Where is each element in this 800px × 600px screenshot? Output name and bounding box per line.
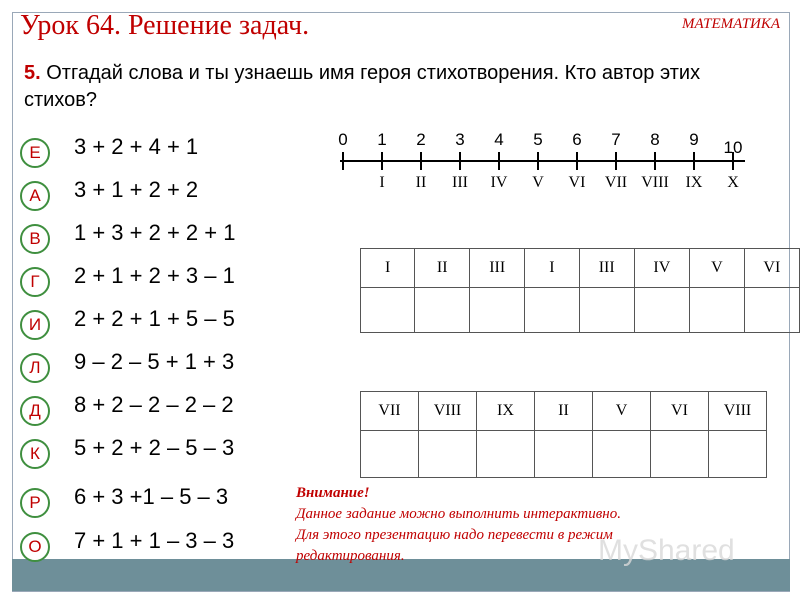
arabic-label: 2 <box>416 130 426 149</box>
arabic-label: 9 <box>689 130 699 149</box>
answer-cell[interactable] <box>415 288 470 333</box>
letter-circle-o[interactable]: О <box>20 532 50 562</box>
subject-label: МАТЕМАТИКА <box>682 16 780 32</box>
expression: 3 + 1 + 2 + 2 <box>74 177 199 202</box>
grid-header-cell: VI <box>744 249 799 288</box>
answer-cell[interactable] <box>535 431 593 478</box>
arabic-label: 10 <box>723 138 743 157</box>
letter-circle-g[interactable]: Г <box>20 267 50 297</box>
roman-label: X <box>727 174 739 191</box>
answer-cell[interactable] <box>651 431 709 478</box>
lesson-title: Урок 64. Решение задач. <box>20 10 310 41</box>
tick <box>342 152 344 170</box>
answer-cell[interactable] <box>689 288 744 333</box>
roman-label: III <box>452 174 468 191</box>
grid-header-cell: V <box>593 392 651 431</box>
answer-grid-2 <box>360 391 767 478</box>
arabic-label: 4 <box>494 130 504 149</box>
arabic-label: 0 <box>338 130 348 149</box>
expression: 1 + 3 + 2 + 2 + 1 <box>74 220 236 245</box>
arabic-label: 5 <box>533 130 543 149</box>
tick <box>576 152 578 170</box>
grid-header-cell: III <box>470 249 525 288</box>
answer-cell[interactable] <box>744 288 799 333</box>
expression: 2 + 1 + 2 + 3 – 1 <box>74 263 235 288</box>
answer-cell[interactable] <box>361 431 419 478</box>
grid-header-cell: V <box>689 249 744 288</box>
tick <box>615 152 617 170</box>
expression: 5 + 2 + 2 – 5 – 3 <box>74 435 235 460</box>
letter-circle-d[interactable]: Д <box>20 396 50 426</box>
tick <box>381 152 383 170</box>
roman-label: IX <box>685 174 703 191</box>
roman-label: II <box>415 174 427 191</box>
tick <box>654 152 656 170</box>
answer-cell[interactable] <box>419 431 477 478</box>
arabic-label: 6 <box>572 130 582 149</box>
grid-header-cell: III <box>579 249 634 288</box>
tick <box>420 152 422 170</box>
grid-header-cell: VIII <box>419 392 477 431</box>
task-number: 5. <box>24 62 41 84</box>
roman-label: I <box>379 174 385 191</box>
grid-header-cell: I <box>361 249 415 288</box>
letter-circle-l[interactable]: Л <box>20 353 50 383</box>
note-line: редактирования. <box>296 548 405 564</box>
expression: 9 – 2 – 5 + 1 + 3 <box>74 349 235 374</box>
letter-circle-e[interactable]: Е <box>20 138 50 168</box>
arabic-label: 3 <box>455 130 465 149</box>
arabic-label: 8 <box>650 130 660 149</box>
grid-header-cell: VII <box>361 392 419 431</box>
roman-label: VII <box>604 174 628 191</box>
expression: 8 + 2 – 2 – 2 – 2 <box>74 392 234 417</box>
roman-label: IV <box>490 174 508 191</box>
letter-circle-i[interactable]: И <box>20 310 50 340</box>
roman-label: VIII <box>641 174 669 191</box>
watermark-logo: MyShared <box>598 534 735 567</box>
grid-header-cell: II <box>415 249 470 288</box>
expression: 2 + 2 + 1 + 5 – 5 <box>74 306 235 331</box>
note-heading: Внимание! <box>296 485 370 501</box>
answer-cell[interactable] <box>593 431 651 478</box>
answer-cell[interactable] <box>634 288 689 333</box>
note-line: Данное задание можно выполнить интерактивно. <box>296 506 621 522</box>
number-line-axis <box>340 160 745 162</box>
grid-header-cell: II <box>535 392 593 431</box>
grid-header-cell: VIII <box>709 392 767 431</box>
roman-label: VI <box>568 174 586 191</box>
tick <box>498 152 500 170</box>
task-question: Отгадай слова и ты узнаешь имя героя стихотворения. Кто автор этих стихов? <box>24 62 701 111</box>
tick <box>537 152 539 170</box>
letter-circle-r[interactable]: Р <box>20 488 50 518</box>
answer-cell[interactable] <box>579 288 634 333</box>
expression: 3 + 2 + 4 + 1 <box>74 134 199 159</box>
answer-cell[interactable] <box>525 288 579 333</box>
answer-cell[interactable] <box>709 431 767 478</box>
answer-grid-1 <box>360 248 800 333</box>
answer-cell[interactable] <box>470 288 525 333</box>
note-line: Для этого презентацию надо перевести в режим <box>296 527 613 543</box>
letter-circle-k[interactable]: К <box>20 439 50 469</box>
grid-header-cell: IV <box>634 249 689 288</box>
tick <box>693 152 695 170</box>
arabic-label: 1 <box>377 130 387 149</box>
attention-note <box>296 483 621 567</box>
grid-header-cell: IX <box>477 392 535 431</box>
number-line <box>330 130 760 200</box>
answer-cell[interactable] <box>361 288 415 333</box>
grid-header-cell: I <box>525 249 579 288</box>
expression: 7 + 1 + 1 – 3 – 3 <box>74 528 235 553</box>
letter-circle-a[interactable]: А <box>20 181 50 211</box>
grid-header-cell: VI <box>651 392 709 431</box>
expression: 6 + 3 +1 – 5 – 3 <box>74 484 229 509</box>
answer-cell[interactable] <box>477 431 535 478</box>
task-text <box>24 60 764 114</box>
roman-label: V <box>532 174 544 191</box>
letter-circle-v[interactable]: В <box>20 224 50 254</box>
arabic-label: 7 <box>611 130 621 149</box>
tick <box>459 152 461 170</box>
